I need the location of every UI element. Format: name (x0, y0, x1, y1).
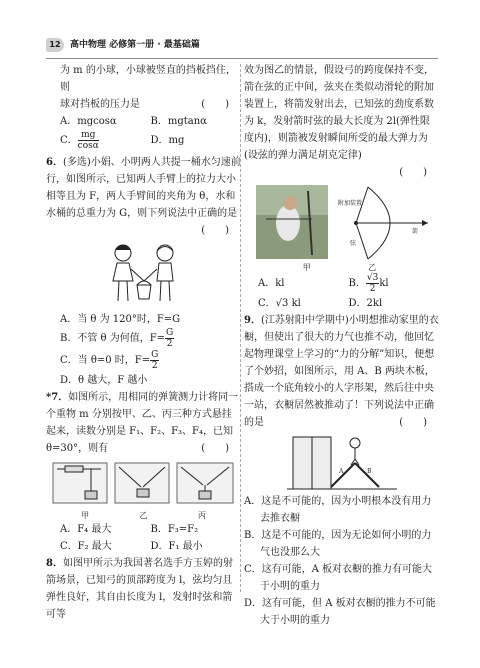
q8-figure-labels (244, 263, 439, 273)
q8-label-jia: 甲 (302, 263, 311, 272)
q7-figure-labels (46, 511, 241, 521)
q6-stem: 6．(多选)小娟、小明两人共提一桶水匀速前行，如图所示，已知两人手臂上的拉力大小相等且为 F，两人手臂间的夹角为 θ，水和水桶的总重力为 G，则下列说法中正确的是 (46, 157, 241, 219)
q5-answer-paren: ( ) (201, 99, 229, 110)
q5-option-b: B．mgtanα (150, 116, 207, 127)
q8-stem: 8．如图甲所示为我国著名选手方玉婷的射箭场景，已知弓的顶部跨度为 l，弦均匀且弹性良好，其自由长度为 l，发射时弦和箭可等 (46, 558, 233, 620)
q5-cont-line1: 为 m 的小球，小球被竖直的挡板挡住，则 (60, 65, 236, 93)
q5-option-a: A．mgcosα (60, 116, 117, 127)
q6-option-c: C．当 θ=0 时，F= $\frac{G}{2}$ (60, 350, 159, 371)
q8-option-a: A．kl (258, 278, 285, 289)
q8-option-d: D．2kl (348, 298, 383, 309)
q9-figure-wardrobe (287, 433, 397, 491)
q9-option-d: D．这有可能，但 A 板对衣橱的推力不可能大于小明的重力 (244, 598, 436, 626)
q8-option-c: C．√3 kl (258, 298, 301, 309)
q8-figure-archery (252, 183, 432, 261)
q9-label-b: B (366, 468, 371, 475)
header-rule (46, 58, 438, 59)
q5-cont-line2 (46, 96, 241, 113)
q6-answer-paren: ( ) (201, 225, 229, 236)
left-column (46, 62, 241, 623)
q9-option-b: B．这是不可能的，因为无论如何小明的力气也没那么大 (244, 530, 432, 558)
q6-option-d: D．θ 越大，F 越小 (60, 375, 148, 386)
q8-options-row1 (244, 273, 439, 295)
page-number: 12 (46, 38, 64, 52)
q5-options-row2 (46, 130, 241, 152)
q8-stem-cont: 效为图乙的情景，假设弓的跨度保持不变，箭在弦的正中间，弦夹在类似动滑轮的附加装置上，将箭发射出去，已知弦的劲度系数为 k，发射箭时弦的最大长度为 2l(弹性限度内)，则箭被发射瞬间所受的最大弹力为(设弦的弹力满足胡克定律) (244, 65, 434, 161)
q8-annot-string: 弦 (349, 240, 356, 247)
q6-option-a: A．当 θ 为 120°时，F=G (60, 314, 181, 325)
q7-options-row2 (46, 538, 241, 555)
q5-options-row1 (46, 113, 241, 130)
q9-label-a: A (338, 468, 343, 475)
q7-option-d: D．F₁ 最小 (150, 541, 203, 552)
q8-annot-arrow: 箭 (411, 228, 418, 235)
q6-option-b: B．不管 θ 为何值，F= $\frac{G}{2}$ (60, 328, 174, 349)
q7-label-jia: 甲 (81, 511, 90, 520)
q8-label-yi: 乙 (368, 263, 377, 272)
q6-figure-two-kids-bucket (99, 241, 189, 309)
q7-options-row1 (46, 521, 241, 538)
q7-option-c: C．F₂ 最大 (60, 541, 112, 552)
q5-cont-text: 球对挡板的压力是 (60, 99, 140, 110)
q7-figure-spring-scales (51, 459, 237, 509)
q8-answer-paren: ( ) (399, 167, 427, 178)
q5-option-d: D．mg (150, 135, 185, 146)
q7-label-yi: 乙 (139, 511, 148, 520)
q7-option-b: B．F₃=F₂ (150, 524, 199, 535)
q7-answer-paren: ( ) (201, 443, 229, 454)
q7-stem: *7．如图所示，用相同的弹簧测力计将同一个重物 m 分别按甲、乙、丙三种方式悬挂起来，读数分别是 F₁、F₂、F₃、F₄，已知 θ=30°，则有 ( ) (46, 389, 241, 457)
q5-c-fraction: $\frac{mg}{\cos\alpha}$ (77, 130, 99, 151)
book-title: 高中物理 必修第一册 · 最基础篇 (70, 40, 200, 50)
q8-options-row2 (244, 295, 439, 312)
right-column (244, 62, 439, 629)
q7-label-bing: 丙 (197, 511, 206, 520)
q9-option-a: A．这是不可能的，因为小明根本没有用力去推衣橱 (244, 496, 432, 524)
q8-option-b: B． $\frac{√3}{2}$ kl (348, 273, 389, 294)
q7-option-a: A．F₄ 最大 (60, 524, 112, 535)
q9-option-c: C．这有可能，A 板对衣橱的推力有可能大于小明的重力 (244, 564, 433, 592)
q9-answer-paren: ( ) (399, 417, 427, 428)
q8-annot-device: 附加装置 (337, 200, 362, 207)
page-header (46, 36, 438, 58)
q9-stem: 9．(江苏射阳中学期中)小明想推动家里的衣橱，但使出了很大的力气也推不动，他回忆起物理课堂上学习的“力的分解”知识，便想了个妙招，如图所示，用 A、B 两块木板，搭成一个底角较小的人字形架，然后往中央一站，衣橱居然被推动了！下列说法中正确的是 ( ) (244, 312, 439, 431)
q5-option-c: C． $\frac{mg}{\cos\alpha}$ (60, 130, 99, 151)
